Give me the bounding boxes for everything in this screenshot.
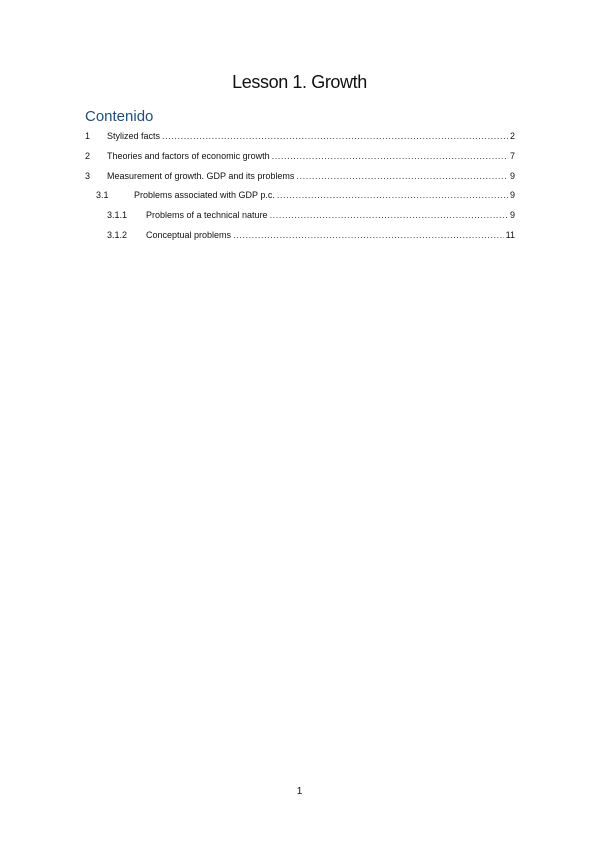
page-number: 1 <box>296 786 303 797</box>
toc-entry-number: 3 <box>85 171 91 181</box>
toc-dot-leader <box>270 209 508 221</box>
toc-entry-title: Theories and factors of economic growth <box>107 151 270 161</box>
toc-entry-number: 3.1 <box>96 190 109 200</box>
toc-heading: Contenido <box>85 108 154 125</box>
toc-entry-3-1-2[interactable] <box>107 229 515 241</box>
document-title: Lesson 1. Growth <box>232 72 367 92</box>
toc-entry-page: 11 <box>505 230 515 240</box>
toc-entry-3-1-1[interactable] <box>107 209 515 221</box>
toc-entry-page: 9 <box>509 210 515 220</box>
toc-entry-2[interactable] <box>85 150 515 162</box>
toc-entry-number: 3.1.1 <box>107 210 128 220</box>
toc-entry-title: Measurement of growth. GDP and its problems <box>107 171 295 181</box>
toc-entry-1[interactable] <box>85 130 515 142</box>
toc-entry-title: Stylized facts <box>107 131 161 141</box>
toc-dot-leader <box>277 189 508 201</box>
toc-entry-page: 7 <box>509 151 515 161</box>
toc-dot-leader <box>233 229 504 241</box>
toc-entry-title: Problems associated with GDP p.c. <box>134 190 275 200</box>
toc-entry-number: 3.1.2 <box>107 230 128 240</box>
toc-entry-title: Problems of a technical nature <box>146 210 268 220</box>
toc-entry-page: 9 <box>509 171 515 181</box>
toc-dot-leader <box>162 130 508 142</box>
toc-dot-leader <box>296 170 508 182</box>
toc-entry-page: 9 <box>509 190 515 200</box>
toc-entry-title: Conceptual problems <box>146 230 232 240</box>
toc-entry-3[interactable] <box>85 170 515 182</box>
toc-entry-page: 2 <box>509 131 515 141</box>
toc-dot-leader <box>272 150 508 162</box>
toc-entry-number: 1 <box>85 131 91 141</box>
toc-entry-number: 2 <box>85 151 91 161</box>
toc-entry-3-1[interactable] <box>96 189 515 201</box>
